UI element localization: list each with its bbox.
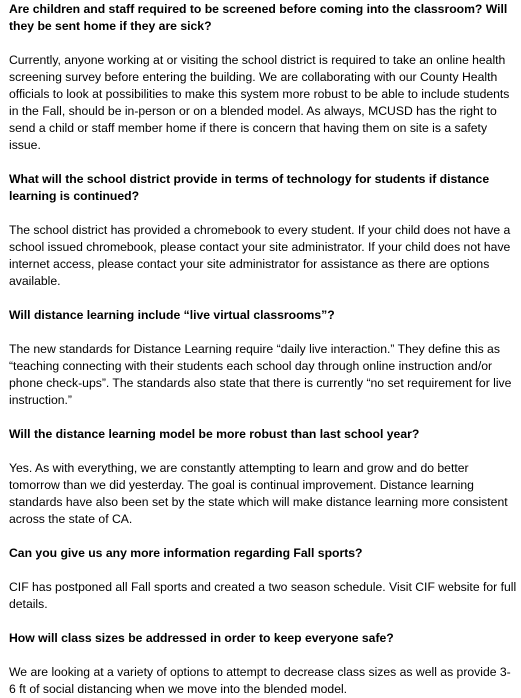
faq-question: Will the distance learning model be more robust than last school year?: [9, 427, 420, 441]
faq-item-live-classrooms: [9, 307, 517, 409]
faq-question: Are children and staff required to be screened before coming into the classroom? Will they be sent home if they are sick?: [9, 2, 508, 33]
faq-question: Will distance learning include “live virtual classrooms”?: [9, 308, 335, 322]
faq-item-technology: [9, 171, 517, 290]
faq-answer: The school district has provided a chromebook to every student. If your child does not have a school issued chromebook, please contact your site administrator. If your child does not have internet access, please contact your site administrator for assistance as there are options available.: [9, 223, 511, 288]
faq-item-class-sizes: [9, 630, 517, 698]
faq-answer: Yes. As with everything, we are constantly attempting to learn and grow and do better tomorrow than we did yesterday. The goal is continual improvement. Distance learning standards have also been set by the state which will make distance learning more consistent across the state of CA.: [9, 461, 508, 526]
faq-answer: The new standards for Distance Learning require “daily live interaction.” They define this as “teaching connecting with their students each school day through online instruction and/or phone check-ups”. The standards also state that there is currently “no set requirement for live instruction.”: [9, 342, 512, 407]
faq-item-screening: [9, 1, 517, 154]
faq-answer: CIF has postponed all Fall sports and created a two season schedule. Visit CIF website for full details.: [9, 580, 517, 611]
faq-question: Can you give us any more information regarding Fall sports?: [9, 546, 363, 560]
faq-question: What will the school district provide in terms of technology for students if distance learning is continued?: [9, 172, 490, 203]
faq-document: [9, 1, 517, 698]
faq-item-robust-model: [9, 426, 517, 528]
faq-question: How will class sizes be addressed in order to keep everyone safe?: [9, 631, 394, 645]
faq-answer: We are looking at a variety of options to attempt to decrease class sizes as well as provide 3- 6 ft of social distancing when we move into the blended model.: [9, 665, 511, 696]
faq-item-fall-sports: [9, 545, 517, 613]
faq-answer: Currently, anyone working at or visiting the school district is required to take an online health screening survey before entering the building. We are collaborating with our County Health officials to look at possibilities to make this system more robust to be able to include students in the Fall, should be in-person or on a blended model. As always, MCUSD has the right to send a child or staff member home if there is concern that having them on site is a safety issue.: [9, 53, 510, 152]
